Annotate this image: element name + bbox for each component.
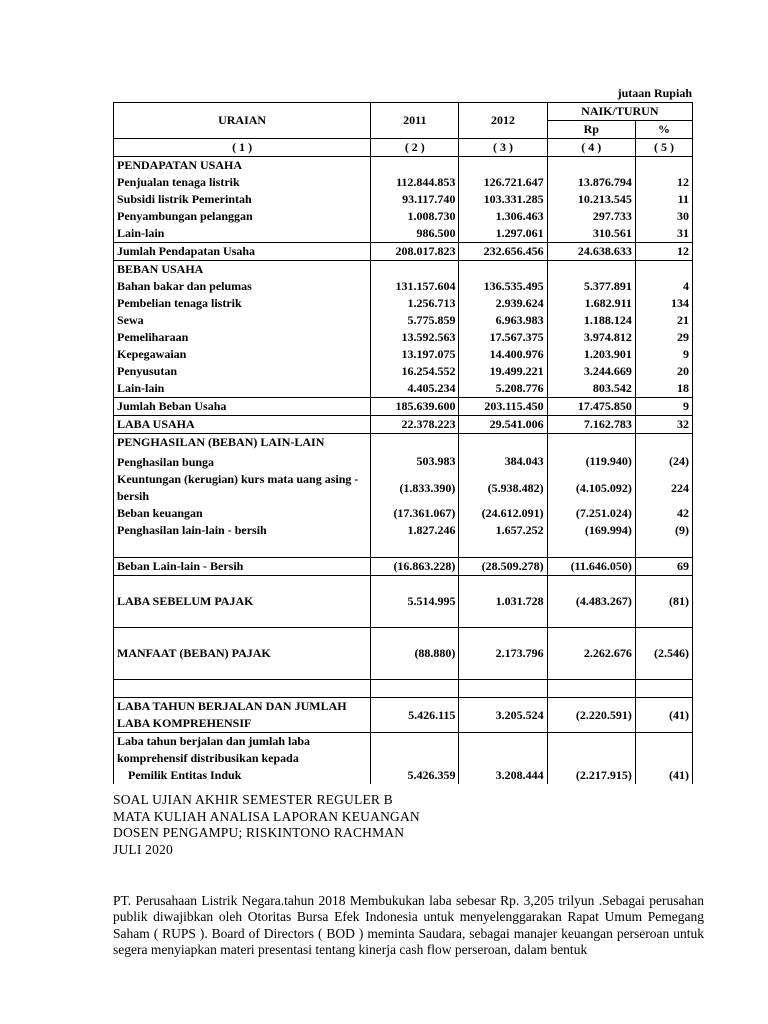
- cell-2012: 1.657.252: [459, 522, 547, 539]
- cell-2012: 3.208.444: [459, 767, 547, 784]
- cell-2012: 136.535.495: [459, 278, 547, 295]
- cell-2012: 29.541.006: [459, 416, 547, 434]
- cell-pct: 134: [635, 295, 692, 312]
- cell-2012: 232.656.456: [459, 243, 547, 261]
- cell-rp: (4.483.267): [547, 593, 635, 610]
- table-row: [114, 312, 693, 329]
- row-label: Pemeliharaan: [114, 329, 371, 346]
- cell-2011: 1.827.246: [371, 522, 459, 539]
- table-row: [114, 191, 693, 208]
- cell-2012: 384.043: [459, 451, 547, 471]
- exam-date: JULI 2020: [113, 841, 173, 857]
- cell-pct: 224: [635, 471, 692, 505]
- table-row: [114, 434, 693, 452]
- table-row: [114, 208, 693, 225]
- cell-rp: 803.542: [547, 380, 635, 398]
- cell-pct: (41): [635, 698, 692, 733]
- cell-2011: 13.592.563: [371, 329, 459, 346]
- cell-rp: (2.220.591): [547, 698, 635, 733]
- cell-pct: (2.546): [635, 645, 692, 662]
- table-row: [114, 363, 693, 380]
- col-number-2: ( 2 ): [371, 139, 459, 157]
- cell-pct: (81): [635, 593, 692, 610]
- header-uraian: URAIAN: [114, 103, 371, 139]
- cell-pct: 9: [635, 346, 692, 363]
- cell-2012: 203.115.450: [459, 398, 547, 416]
- cell-2012: 1.297.061: [459, 225, 547, 243]
- table-row: [114, 380, 693, 398]
- cell-2011: 13.197.075: [371, 346, 459, 363]
- row-label: Lain-lain: [114, 225, 371, 243]
- table-row: [114, 174, 693, 191]
- cell-2012: 6.963.983: [459, 312, 547, 329]
- cell-2011: (88.880): [371, 645, 459, 662]
- cell-rp: 297.733: [547, 208, 635, 225]
- cell-rp: 13.876.794: [547, 174, 635, 191]
- table-row: [114, 505, 693, 522]
- table-row: [114, 346, 693, 363]
- table-row: [114, 593, 693, 610]
- table-row: [114, 558, 693, 576]
- row-label: Penyusutan: [114, 363, 371, 380]
- cell-2012: 5.208.776: [459, 380, 547, 398]
- cell-2011: 22.378.223: [371, 416, 459, 434]
- cell-2011: (16.863.228): [371, 558, 459, 576]
- cell-2012: 19.499.221: [459, 363, 547, 380]
- header-naik-turun: NAIK/TURUN: [547, 103, 692, 121]
- cell-2011: 4.405.234: [371, 380, 459, 398]
- cell-2011: 5.775.859: [371, 312, 459, 329]
- cell-pct: 30: [635, 208, 692, 225]
- table-row: [114, 243, 693, 261]
- cell-rp: 10.213.545: [547, 191, 635, 208]
- cell-2012: 1.031.728: [459, 593, 547, 610]
- exam-header: [113, 792, 420, 858]
- cell-rp: (2.217.915): [547, 767, 635, 784]
- cell-pct: 4: [635, 278, 692, 295]
- cell-2011: 93.117.740: [371, 191, 459, 208]
- cell-pct: (9): [635, 522, 692, 539]
- cell-rp: 1.188.124: [547, 312, 635, 329]
- cell-2011: 5.426.115: [371, 698, 459, 733]
- table-row: [114, 295, 693, 312]
- header-2012: 2012: [459, 103, 547, 139]
- cell-rp: 5.377.891: [547, 278, 635, 295]
- cell-2011: 5.514.995: [371, 593, 459, 610]
- cell-rp: 24.638.633: [547, 243, 635, 261]
- row-label: Pembelian tenaga listrik: [114, 295, 371, 312]
- cell-2012: 17.567.375: [459, 329, 547, 346]
- cell-pct: 11: [635, 191, 692, 208]
- unit-label: jutaan Rupiah: [617, 86, 692, 100]
- row-label: Penghasilan bunga: [114, 451, 371, 471]
- cell-rp: (11.646.050): [547, 558, 635, 576]
- cell-2011: 5.426.359: [371, 767, 459, 784]
- cell-2012: 103.331.285: [459, 191, 547, 208]
- row-label: LABA USAHA: [114, 416, 371, 434]
- table-row: [114, 767, 693, 784]
- table-row: [114, 278, 693, 295]
- row-label: MANFAAT (BEBAN) PAJAK: [114, 645, 371, 662]
- row-label: Sewa: [114, 312, 371, 329]
- row-label: Laba tahun berjalan dan jumlah laba komprehensif distribusikan kepada: [114, 733, 371, 768]
- cell-pct: 21: [635, 312, 692, 329]
- cell-pct: 42: [635, 505, 692, 522]
- cell-pct: 12: [635, 174, 692, 191]
- table-row: [114, 471, 693, 505]
- row-label: LABA TAHUN BERJALAN DAN JUMLAH LABA KOMPREHENSIF: [114, 698, 371, 733]
- cell-pct: 12: [635, 243, 692, 261]
- cell-2012: 2.939.624: [459, 295, 547, 312]
- cell-2012: 3.205.524: [459, 698, 547, 733]
- cell-pct: 9: [635, 398, 692, 416]
- col-number-5: ( 5 ): [635, 139, 692, 157]
- cell-rp: 7.162.783: [547, 416, 635, 434]
- cell-2011: (1.833.390): [371, 471, 459, 505]
- cell-2011: 208.017.823: [371, 243, 459, 261]
- cell-pct: (41): [635, 767, 692, 784]
- row-label: PENGHASILAN (BEBAN) LAIN-LAIN: [114, 434, 371, 452]
- cell-pct: 29: [635, 329, 692, 346]
- cell-2011: 1.008.730: [371, 208, 459, 225]
- table-row: [114, 261, 693, 279]
- cell-pct: 20: [635, 363, 692, 380]
- row-label: Kepegawaian: [114, 346, 371, 363]
- cell-2011: 112.844.853: [371, 174, 459, 191]
- row-label: Pemilik Entitas Induk: [114, 767, 371, 784]
- cell-pct: 32: [635, 416, 692, 434]
- col-number-4: ( 4 ): [547, 139, 635, 157]
- cell-rp: (119.940): [547, 451, 635, 471]
- table-row: [114, 698, 693, 733]
- cell-rp: (7.251.024): [547, 505, 635, 522]
- row-label: Bahan bakar dan pelumas: [114, 278, 371, 295]
- cell-rp: 17.475.850: [547, 398, 635, 416]
- cell-2011: 131.157.604: [371, 278, 459, 295]
- course-name: MATA KULIAH ANALISA LAPORAN KEUANGAN: [113, 808, 420, 824]
- cell-rp: 310.561: [547, 225, 635, 243]
- case-paragraph: PT. Perusahaan Listrik Negara.tahun 2018 Membukukan laba sebesar Rp. 3,205 trilyun .Sebagai perusahan publik diwajibkan oleh Otoritas Bursa Efek Indonesia untuk menyelenggarakan Rapat Umum Pemegang Saham ( RUPS ). Board of Directors ( BOD ) meminta Saudara, sebagai manajer keuangan perseroan untuk segera menyiapkan materi presentasi tentang kinerja cash flow perseroan, dalam bentuk: [113, 893, 704, 957]
- cell-2012: 14.400.976: [459, 346, 547, 363]
- cell-2012: (24.612.091): [459, 505, 547, 522]
- lecturer: DOSEN PENGAMPU; RISKINTONO RACHMAN: [113, 825, 405, 840]
- row-label: Penghasilan lain-lain - bersih: [114, 522, 371, 539]
- cell-2011: 16.254.552: [371, 363, 459, 380]
- cell-2012: 2.173.796: [459, 645, 547, 662]
- cell-rp: 3.244.669: [547, 363, 635, 380]
- row-label: BEBAN USAHA: [114, 261, 371, 279]
- cell-2011: 1.256.713: [371, 295, 459, 312]
- table-row: [114, 157, 693, 175]
- cell-2012: 126.721.647: [459, 174, 547, 191]
- header-2011: 2011: [371, 103, 459, 139]
- row-label: LABA SEBELUM PAJAK: [114, 593, 371, 610]
- table-row: [114, 522, 693, 539]
- cell-pct: 18: [635, 380, 692, 398]
- cell-pct: (24): [635, 451, 692, 471]
- header-pct: %: [635, 121, 692, 139]
- cell-2011: 503.983: [371, 451, 459, 471]
- cell-pct: 69: [635, 558, 692, 576]
- row-label: Penjualan tenaga listrik: [114, 174, 371, 191]
- cell-rp: (4.105.092): [547, 471, 635, 505]
- row-label: Beban keuangan: [114, 505, 371, 522]
- cell-2012: (5.938.482): [459, 471, 547, 505]
- cell-rp: 1.682.911: [547, 295, 635, 312]
- row-label: Subsidi listrik Pemerintah: [114, 191, 371, 208]
- cell-pct: 31: [635, 225, 692, 243]
- table-row: [114, 329, 693, 346]
- cell-rp: (169.994): [547, 522, 635, 539]
- row-label: Keuntungan (kerugian) kurs mata uang asing - bersih: [114, 471, 371, 505]
- cell-2011: 986.500: [371, 225, 459, 243]
- row-label: Beban Lain-lain - Bersih: [114, 558, 371, 576]
- income-statement-table: [113, 102, 693, 784]
- row-label: Jumlah Pendapatan Usaha: [114, 243, 371, 261]
- row-label: Lain-lain: [114, 380, 371, 398]
- row-label: Penyambungan pelanggan: [114, 208, 371, 225]
- table-row: [114, 451, 693, 471]
- col-number-3: ( 3 ): [459, 139, 547, 157]
- col-number-1: ( 1 ): [114, 139, 371, 157]
- row-label: PENDAPATAN USAHA: [114, 157, 371, 175]
- table-row: [114, 733, 693, 768]
- table-row: [114, 398, 693, 416]
- header-rp: Rp: [547, 121, 635, 139]
- table-row: [114, 645, 693, 662]
- cell-rp: 1.203.901: [547, 346, 635, 363]
- row-label: Jumlah Beban Usaha: [114, 398, 371, 416]
- cell-2012: (28.509.278): [459, 558, 547, 576]
- exam-title: SOAL UJIAN AKHIR SEMESTER REGULER B: [113, 792, 393, 807]
- cell-2012: 1.306.463: [459, 208, 547, 225]
- cell-rp: 2.262.676: [547, 645, 635, 662]
- table-row: [114, 416, 693, 434]
- cell-2011: 185.639.600: [371, 398, 459, 416]
- table-row: [114, 225, 693, 243]
- cell-rp: 3.974.812: [547, 329, 635, 346]
- cell-2011: (17.361.067): [371, 505, 459, 522]
